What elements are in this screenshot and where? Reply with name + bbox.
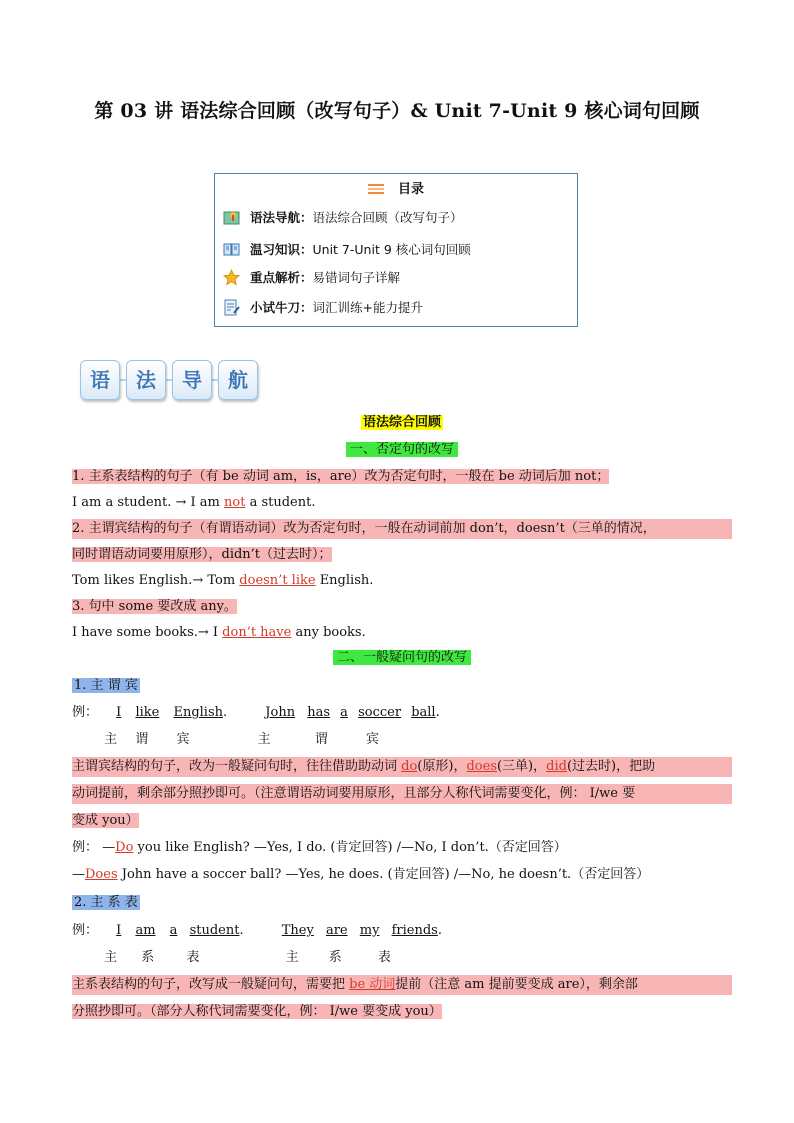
sub2-roles: 主 系 表 主 系 表	[104, 950, 391, 965]
example3: I have some books.→ I don’t have any books.	[72, 625, 366, 640]
section-title-row	[72, 413, 732, 433]
part2-heading: 二、一般疑问句的改写	[333, 650, 471, 665]
sub1-roles: 主 谓 宾 主 谓 宾	[104, 732, 379, 747]
toc-heading-text: 目录	[397, 182, 424, 197]
question-example2: —Does John have a soccer ball? —Yes, he does. (肯定回答) /—No, he doesn’t.（否定回答）	[72, 867, 650, 882]
sub1-rule-line2: 动词提前，剩余部分照抄即可。（注意谓语动词要用原形，且部分人称代词需要变化，例： I/we 要	[72, 784, 732, 804]
toc-item-value: 语法综合回顾（改写句子）	[312, 210, 463, 225]
rule3: 3. 句中 some 要改成 any。	[72, 599, 237, 614]
table-of-contents	[214, 173, 578, 327]
star-icon	[223, 269, 240, 286]
rule1-row	[72, 467, 732, 487]
part2-heading-row	[72, 648, 732, 668]
quiz-icon	[223, 299, 240, 316]
toc-item-value: 词汇训练+能力提升	[312, 300, 423, 315]
sub1-rule-line1: 主谓宾结构的句子，改为一般疑问句时，往往借助助动词 do(原形)，does(三单)，did(过去时)，把助	[72, 757, 732, 777]
map-icon	[223, 209, 240, 226]
answer-not: not	[224, 495, 246, 510]
rule3-row	[72, 597, 732, 617]
rule2-row	[72, 519, 732, 539]
nav-badge: 法	[126, 360, 166, 400]
sub1-row	[72, 676, 732, 696]
toc-item-analysis[interactable]	[223, 268, 400, 286]
toc-item-key: 语法导航：	[250, 210, 313, 225]
nav-badge: 导	[172, 360, 212, 400]
answer-doesnt-like: doesn’t like	[239, 573, 316, 588]
example1: I am a student. → I am not a student.	[72, 495, 316, 510]
toc-item-value: 易错词句子详解	[312, 270, 401, 285]
nav-badge: 语	[80, 360, 120, 400]
sub1-rule-line3: 变成 you）	[72, 813, 139, 828]
rule2-row2	[72, 545, 732, 565]
rule2-line1: 2. 主谓宾结构的句子（有谓语动词）改为否定句时，一般在动词前加 don’t，doesn’t（三单的情况，	[72, 519, 732, 539]
example2: Tom likes English.→ Tom doesn’t like English.	[72, 573, 374, 588]
sub1-heading: 1. 主 谓 宾	[74, 678, 138, 693]
toc-item-key: 小试牛刀：	[250, 300, 313, 315]
rule1: 1. 主系表结构的句子（有 be 动词 am，is，are）改为否定句时，一般在 be 动词后加 not；	[72, 469, 610, 484]
rule2-line2: 同时谓语动词要用原形），didn’t（过去时）；	[72, 547, 332, 562]
sub2-rule-line2: 分照抄即可。（部分人称代词需要变化，例： I/we 要变成 you）	[72, 1004, 442, 1019]
toc-item-review[interactable]	[223, 240, 471, 258]
sub1-example: 例： I like English. John has a soccer ball.	[72, 705, 440, 720]
toc-item-value: Unit 7-Unit 9 核心词句回顾	[312, 242, 471, 257]
question-example1: 例： —Do you like English? —Yes, I do. (肯定回答) /—No, I don’t.（否定回答）	[72, 840, 567, 855]
answer-dont-have: don’t have	[222, 625, 292, 640]
list-icon	[368, 184, 384, 194]
nav-badge: 航	[218, 360, 258, 400]
part1-heading: 一、否定句的改写	[346, 442, 458, 457]
toc-item-key: 重点解析：	[250, 270, 313, 285]
page-title: 第 03 讲 语法综合回顾（改写句子）& Unit 7-Unit 9 核心词句回顾	[94, 100, 700, 122]
sub2-rule-line1: 主系表结构的句子，改写成一般疑问句，需要把 be 动词提前（注意 am 提前要变成 are），剩余部	[72, 975, 732, 995]
part1-heading-row	[72, 440, 732, 460]
section-title: 语法综合回顾	[362, 415, 441, 430]
toc-item-practice[interactable]	[223, 298, 423, 316]
sub2-row	[72, 893, 732, 913]
toc-item-grammar[interactable]	[223, 208, 463, 226]
sub2-example: 例： I am a student. They are my friends.	[72, 923, 442, 938]
toc-heading	[215, 178, 577, 197]
sub2-heading: 2. 主 系 表	[74, 895, 138, 910]
toc-item-key: 温习知识：	[250, 242, 313, 257]
book-icon	[223, 241, 240, 258]
